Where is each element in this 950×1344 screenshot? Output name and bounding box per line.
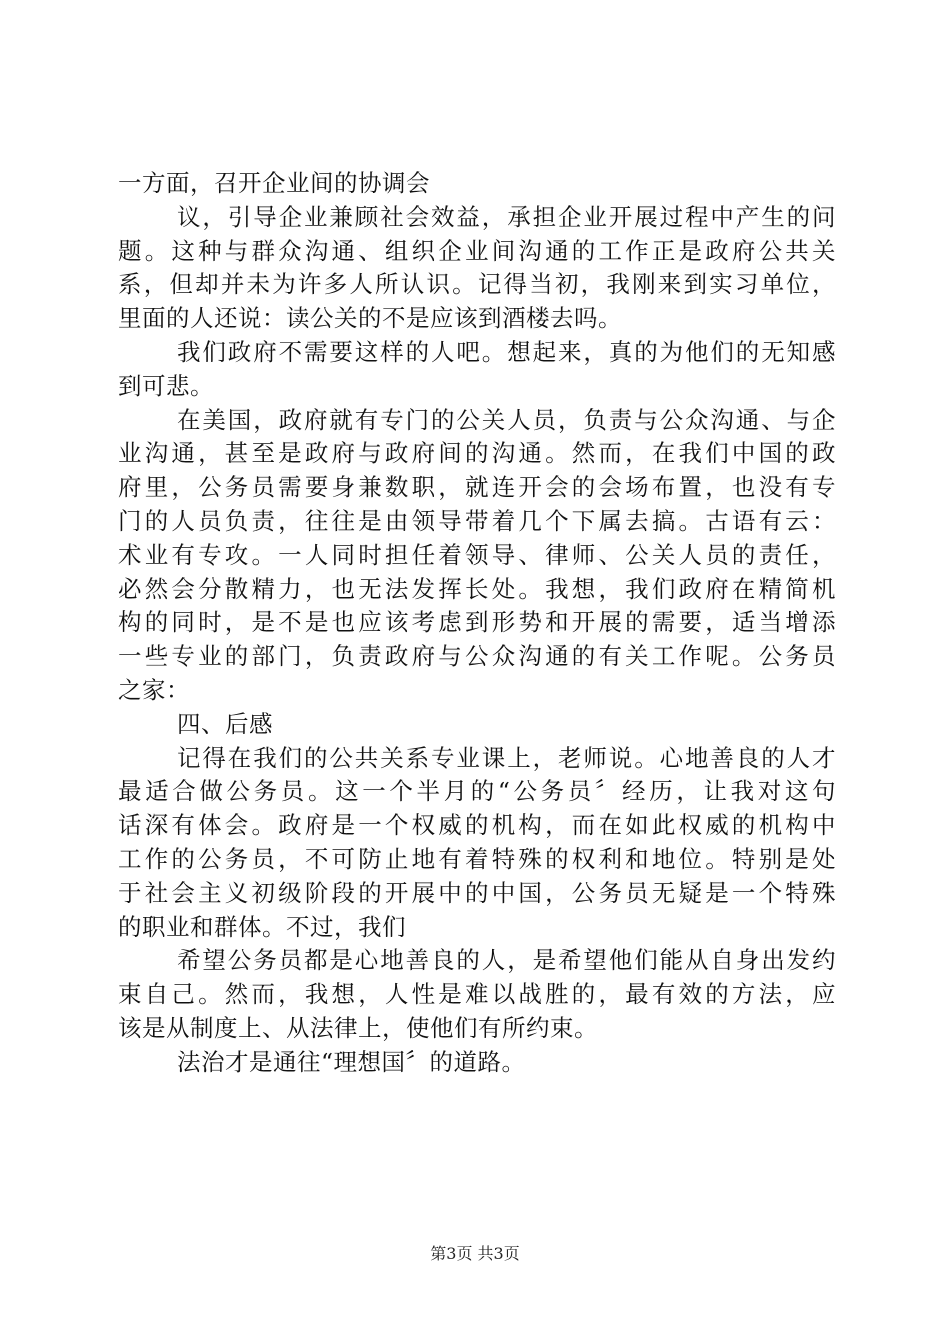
text-line: 一些专业的部门，负责政府与公众沟通的有关工作呢。公务员 xyxy=(118,642,836,671)
body-text xyxy=(118,167,836,1080)
text-line: 希望公务员都是心地善良的人，是希望他们能从自身出发约 xyxy=(177,946,836,975)
text-line: 术业有专攻。一人同时担任着领导、律师、公关人员的责任， xyxy=(118,540,836,569)
text-line: 束自己。然而，我想，人性是难以战胜的，最有效的方法，应 xyxy=(118,980,836,1009)
text-line: 之家： xyxy=(118,675,190,704)
text-line: 于社会主义初级阶段的开展中的中国，公务员无疑是一个特殊 xyxy=(118,878,836,907)
text-line: 该是从制度上、从法律上，使他们有所约束。 xyxy=(118,1013,598,1042)
text-line: 题。这种与群众沟通、组织企业间沟通的工作正是政府公共关 xyxy=(118,236,836,265)
text-line: 一方面，召开企业间的协调会 xyxy=(118,169,430,197)
text-line: 府里，公务员需要身兼数职，就连开会的会场布置，也没有专 xyxy=(118,473,836,502)
text-line: 最适合做公务员。这一个半月的“公务员〞经历，让我对这句 xyxy=(118,777,836,806)
text-line: 必然会分散精力，也无法发挥长处。我想，我们政府在精简机 xyxy=(118,574,836,603)
page-number-footer: 第3页 共3页 xyxy=(430,1244,520,1263)
section-heading: 四、后感 xyxy=(177,709,273,738)
text-line: 工作的公务员，不可防止地有着特殊的权利和地位。特别是处 xyxy=(118,844,836,873)
text-line: 业沟通，甚至是政府与政府间的沟通。然而，在我们中国的政 xyxy=(118,439,836,468)
text-line: 话深有体会。政府是一个权威的机构，而在如此权威的机构中 xyxy=(118,811,836,840)
text-line: 法治才是通往“理想国〞的道路。 xyxy=(177,1047,526,1076)
text-line: 在美国，政府就有专门的公关人员，负责与公众沟通、与企 xyxy=(177,405,836,434)
text-line: 议，引导企业兼顾社会效益，承担企业开展过程中产生的问 xyxy=(177,202,836,231)
text-line: 里面的人还说：读公关的不是应该到酒楼去吗。 xyxy=(118,304,622,333)
text-line: 的职业和群体。不过，我们 xyxy=(118,912,406,941)
text-line: 到可悲。 xyxy=(118,371,214,400)
text-line: 我们政府不需要这样的人吧。想起来，真的为他们的无知感 xyxy=(177,337,836,366)
text-line: 记得在我们的公共关系专业课上，老师说。心地善良的人才 xyxy=(177,743,836,772)
text-line: 门的人员负责，往往是由领导带着几个下属去搞。古语有云： xyxy=(118,506,836,535)
text-line: 构的同时，是不是也应该考虑到形势和开展的需要，适当增添 xyxy=(118,608,836,637)
text-line: 系，但却并未为许多人所认识。记得当初，我刚来到实习单位， xyxy=(118,270,836,299)
